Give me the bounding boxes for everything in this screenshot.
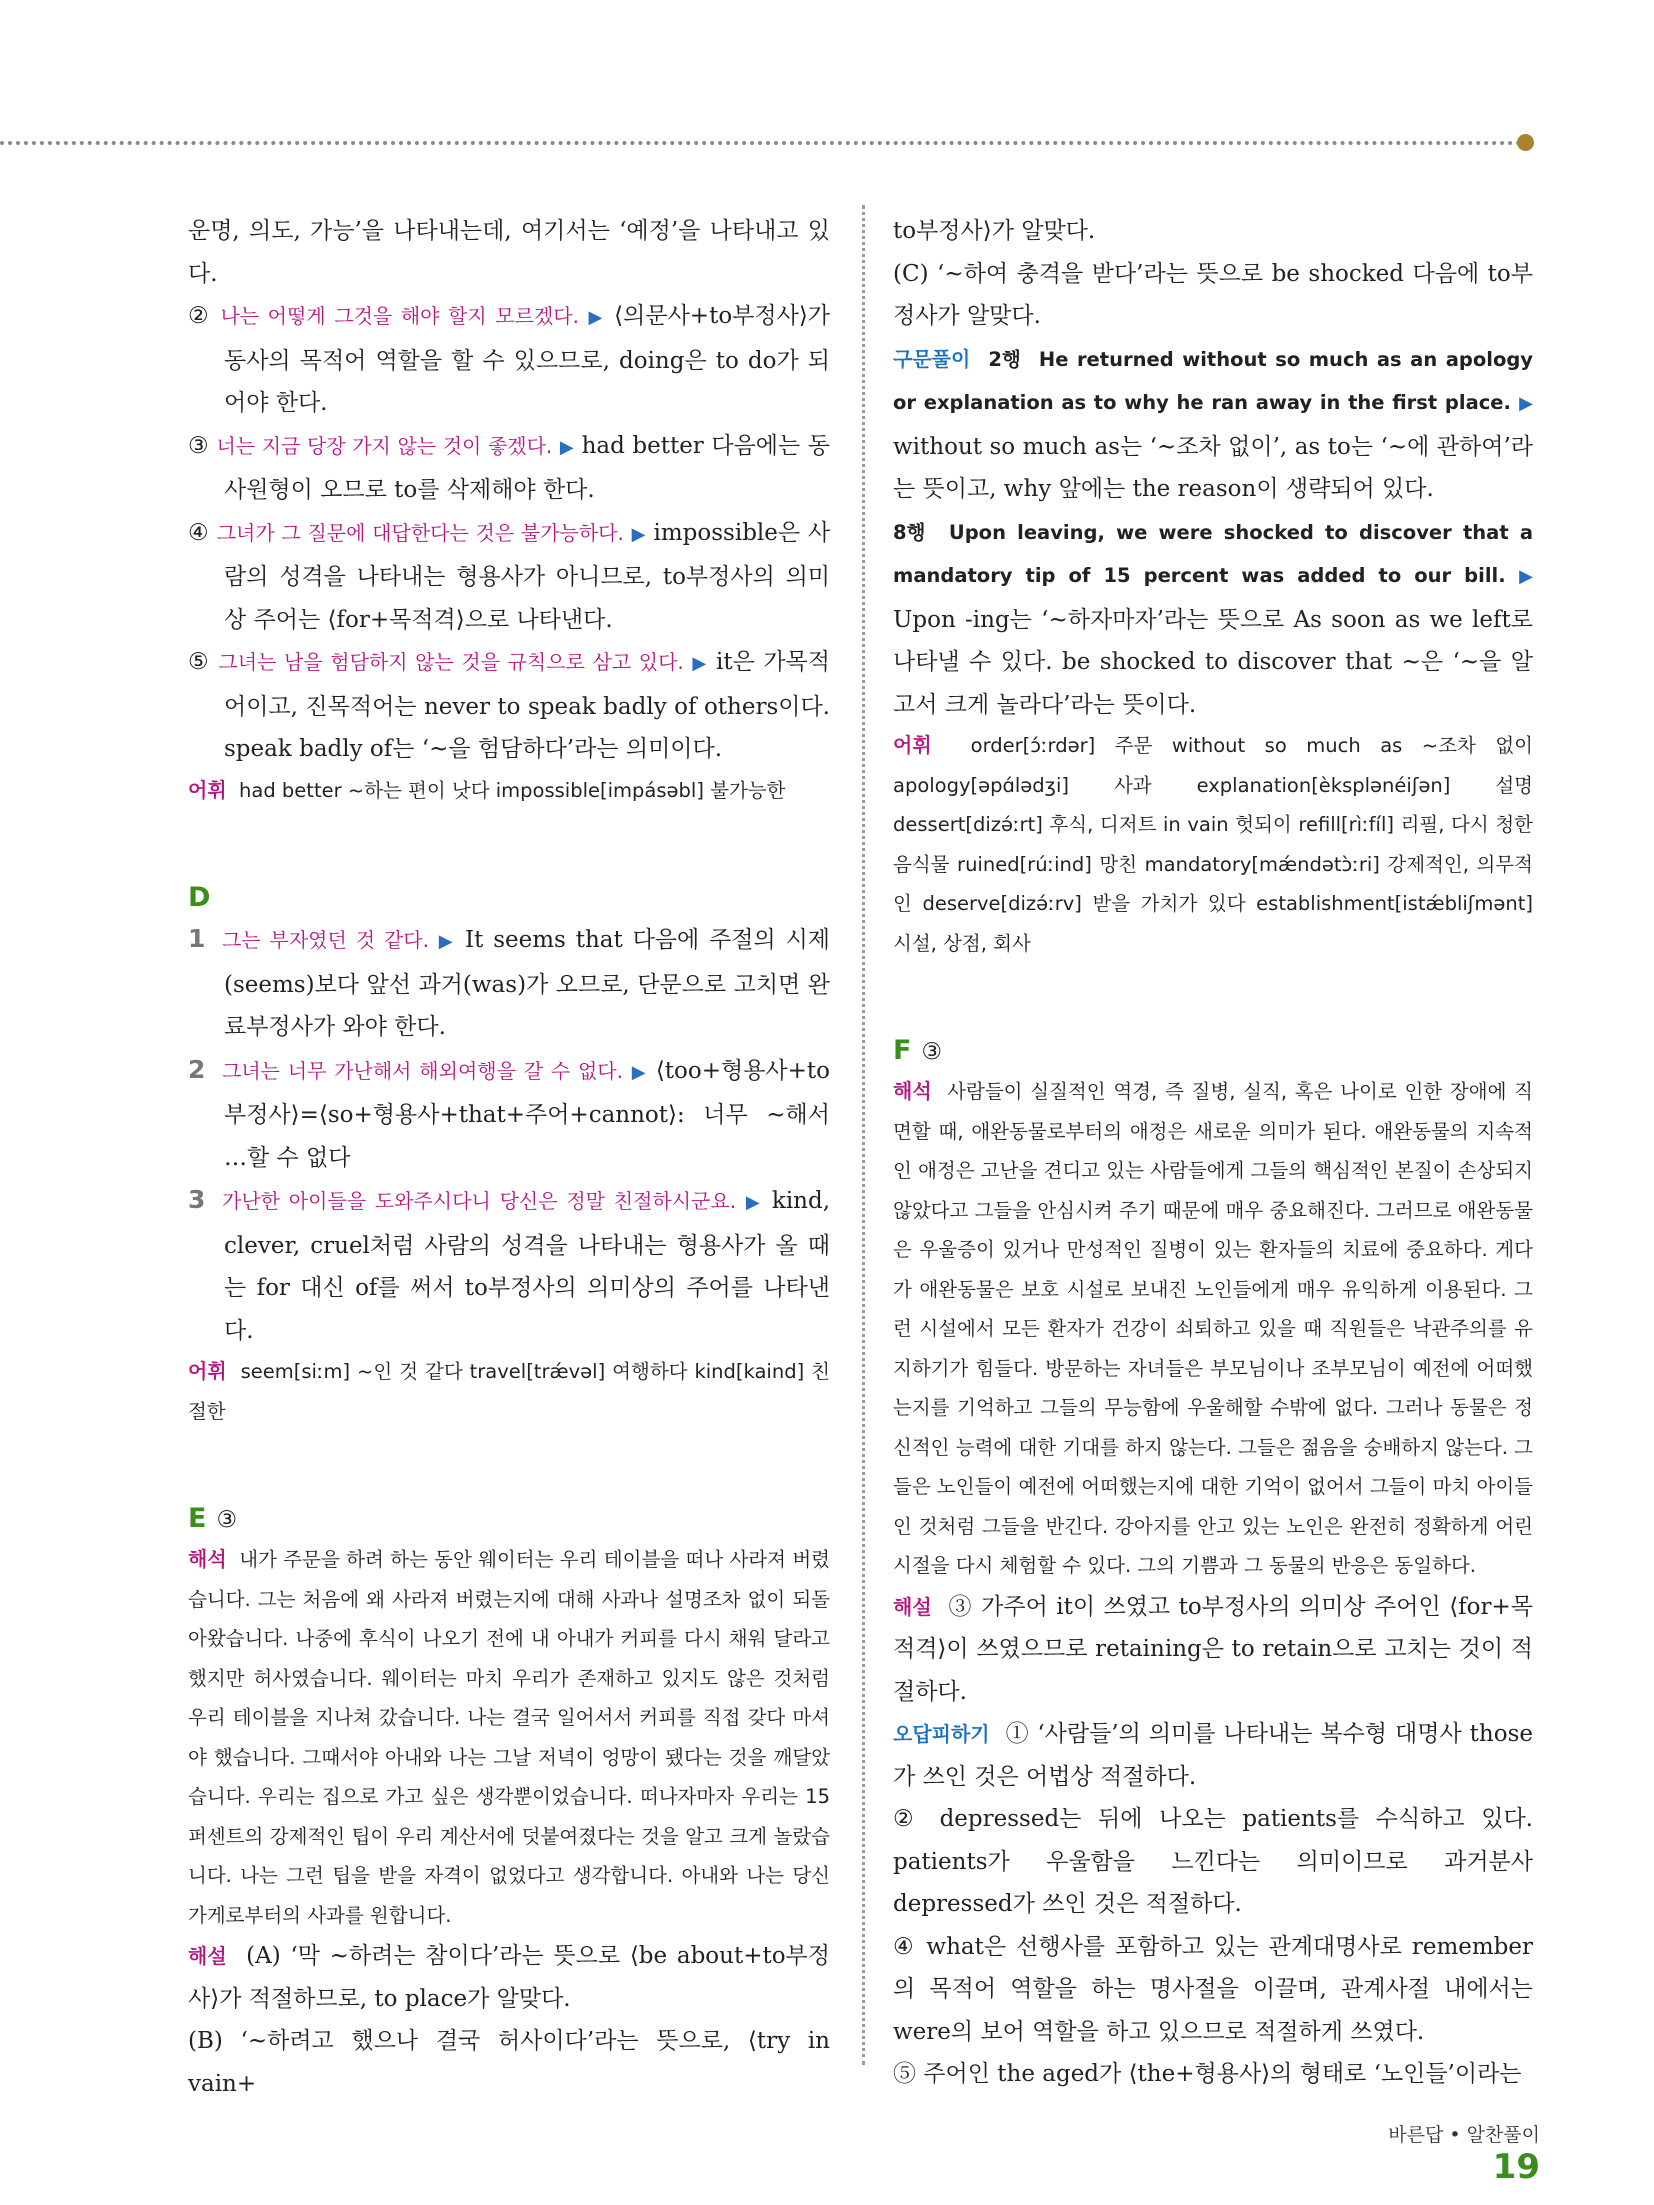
d-vocab-block: 어휘 seem[siːm] ~인 것 같다 travel[trǽvəl] 여행하다 kind[kaind] 친절한: [188, 1359, 830, 1423]
e-explanation-a: 해설 (A) ‘막 ~하려는 참이다’라는 뜻으로 ⟨be about+to부정사⟩가 적절하므로, to place가 알맞다.: [188, 1943, 830, 2012]
section-d-head: D: [188, 882, 211, 913]
section-f-head: F ③: [893, 1035, 943, 1066]
pointer-icon: ▶: [1519, 393, 1533, 414]
e-explanation-c: (C) ‘~하여 충격을 받다’라는 뜻으로 be shocked 다음에 to부정사가 알맞다.: [893, 260, 1533, 329]
pointer-icon: ▶: [438, 931, 456, 952]
pointer-icon: ▶: [588, 307, 605, 328]
spacer: [188, 810, 830, 878]
d-item-2: 2 그녀는 너무 가난해서 해외여행을 갈 수 없다. ▶ ⟨too+형용사+to부정사⟩=⟨so+형용사+that+주어+cannot⟩: 너무 ~해서 …할 수 없다: [188, 1054, 831, 1171]
left-column: [188, 210, 830, 2105]
continued-text-right: to부정사⟩가 알맞다.: [893, 218, 1096, 244]
pointer-icon: ▶: [745, 1192, 763, 1213]
item-5: ⑤ 그녀는 남을 험담하지 않는 것을 규칙으로 삼고 있다. ▶ it은 가목적어이고, 진목적어는 never to speak badly of others이다. speak badly of는 ‘~을 험담하다’라는 의미이다.: [188, 649, 830, 762]
f-wrong-1: 오답피하기 ① ‘사람들’의 의미를 나타내는 복수형 대명사 those가 쓰인 것은 어법상 적절하다.: [893, 1721, 1533, 1790]
top-rule-dot: [1517, 134, 1534, 151]
item-2: ② 나는 어떻게 그것을 해야 할지 모르겠다. ▶ ⟨의문사+to부정사⟩가 동사의 목적어 역할을 할 수 있으므로, doing은 to do가 되어야 한다.: [188, 303, 831, 416]
pointer-icon: ▶: [559, 436, 574, 458]
d-item-3: 3 가난한 아이들을 도와주시다니 당신은 정말 친절하시군요. ▶ kind, clever, cruel처럼 사람의 성격을 나타내는 형용사가 올 때는 for 대신 of를 써서 to부정사의 의미상의 주어를 나타낸다.: [188, 1185, 831, 1344]
f-translation: 해석 사람들이 실질적인 역경, 즉 질병, 실직, 혹은 나이로 인한 장애에 직면할 때, 애완동물로부터의 애정은 새로운 의미가 된다. 애완동물의 지속적인 애정은 고난을 견디고 있는 사람들에게 그들의 핵심적인 본질이 손상되지 않았다고 그들을 안심시켜 주기 때문에 매우 중요해진다. 그러므로 애완동물은 우울증이 있거나 만성적인 질병이 있는 환자들의 치료에 중요하다. 게다가 애완동물은 보호 시설로 보내진 노인들에게 매우 유익하게 이용된다. 그런 시설에서 모든 환자가 건강이 쇠퇴하고 있을 때 직원들은 낙관주의를 유지하기가 힘들다. 방문하는 자녀들은 부모님이나 조부모님이 예전에 어떠했는지를 기억하고 그들의 무능함에 우울해할 수밖에 없다. 그러나 동물은 정신적인 능력에 대한 기대를 하지 않는다. 그들은 젊음을 숭배하지 않는다. 그들은 노인들이 예전에 어떠했는지에 대한 기억이 없어서 그들이 마치 아이들인 것처럼 그들을 반긴다. 강아지를 안고 있는 노인은 완전히 정확하게 어린 시절을 다시 체험할 수 있다. 그의 기쁨과 그 동물의 반응은 동일하다.: [893, 1079, 1533, 1577]
pointer-icon: ▶: [631, 523, 646, 545]
page-footer: [1340, 2120, 1540, 2187]
pointer-icon: ▶: [692, 653, 708, 674]
struct-1: 구문풀이 2행 He returned without so much as an apology or explanation as to why he ran away in the first place. ▶ without so much as는 ‘~조차 없이’, as to는 ‘~에 관하여’라는 뜻이고, why 앞에는 the reason이 생략되어 있다.: [893, 346, 1534, 502]
item-4: ④ 그녀가 그 질문에 대답한다는 것은 불가능하다. ▶ impossible은 사람의 성격을 나타내는 형용사가 아니므로, to부정사의 의미상 주어는 ⟨for+목적격⟩으로 나타낸다.: [188, 519, 831, 633]
f-explanation: 해설 ③ 가주어 it이 쓰였고 to부정사의 의미상 주어인 ⟨for+목적격⟩이 쓰였으므로 retaining은 to retain으로 고치는 것이 적절하다.: [893, 1593, 1534, 1705]
column-divider: [862, 205, 865, 2065]
spacer: [893, 963, 1533, 1031]
f-wrong-2: ② depressed는 뒤에 나오는 patients를 수식하고 있다. patients가 우울함을 느낀다는 의미이므로 과거분사 depressed가 쓰인 것은 적절하다.: [893, 1806, 1533, 1917]
f-wrong-5: ⑤ 주어인 the aged가 ⟨the+형용사⟩의 형태로 ‘노인들’이라는: [893, 2061, 1522, 2087]
top-dotted-rule: [0, 141, 1522, 145]
item-3: ③ 너는 지금 당장 가지 않는 것이 좋겠다. ▶ had better 다음에는 동사원형이 오므로 to를 삭제해야 한다.: [188, 432, 831, 503]
continued-text: 운명, 의도, 가능’을 나타내는데, 여기서는 ‘예정’을 나타내고 있다.: [188, 218, 830, 287]
e-translation: 해석 내가 주문을 하려 하는 동안 웨이터는 우리 테이블을 떠나 사라져 버렸습니다. 그는 처음에 왜 사라져 버렸는지에 대해 사과나 설명조차 없이 되돌아왔습니다. 나중에 후식이 나오기 전에 내 아내가 커피를 다시 채워 달라고 했지만 허사였습니다. 웨이터는 마치 우리가 존재하고 있지도 않은 것처럼 우리 테이블을 지나쳐 갔습니다. 나는 결국 일어서서 커피를 직접 갖다 마셔야 했습니다. 그때서야 아내와 나는 그날 저녁이 엉망이 됐다는 것을 깨달았습니다. 우리는 집으로 가고 싶은 생각뿐이었습니다. 떠나자마자 우리는 15퍼센트의 강제적인 팁이 우리 계산서에 덧붙여졌다는 것을 알고 크게 놀랐습니다. 나는 그런 팁을 받을 자격이 없었다고 생각합니다. 아내와 나는 당신 가게로부터의 사과를 원합니다.: [188, 1547, 830, 1927]
page-number: 19: [1492, 2147, 1540, 2187]
section-e-head: E ③: [188, 1503, 238, 1534]
pointer-icon: ▶: [1519, 566, 1534, 587]
pointer-icon: ▶: [631, 1061, 648, 1083]
footer-text: 바른답 • 알찬풀이: [1388, 2124, 1540, 2146]
vocab-block: 어휘 had better ~하는 편이 낫다 impossible[impásəbl] 불가능한: [188, 777, 786, 802]
spacer: [188, 1431, 830, 1499]
f-wrong-4: ④ what은 선행사를 포함하고 있는 관계대명사로 remember의 목적어 역할을 하는 명사절을 이끌며, 관계사절 내에서는 were의 보어 역할을 하고 있으므로 적절하게 쓰였다.: [893, 1933, 1533, 2045]
struct-2: 8행 Upon leaving, we were shocked to discover that a mandatory tip of 15 percent was added to our bill. ▶ Upon -ing는 ‘~하자마자’라는 뜻으로 As soon as we left로 나타낼 수 있다. be shocked to discover that ~은 ‘~을 알고서 크게 놀라다’라는 뜻이다.: [893, 520, 1534, 718]
right-column: [893, 210, 1533, 2096]
d-item-1: 1 그는 부자였던 것 같다. ▶ It seems that 다음에 주절의 시제(seems)보다 앞선 과거(was)가 오므로, 단문으로 고치면 완료부정사가 와야 한다.: [188, 924, 831, 1040]
right-vocab-block: 어휘 order[ɔ́ːrdər] 주문 without so much as ~조차 없이 apology[əpɑ́lədʒi] 사과 explanation[èksplənéiʃən] 설명 dessert[dizə́ːrt] 후식, 디저트 in vain 헛되이 refill[rìːfíl] 리필, 다시 청한 음식물 ruined[rúːind] 망친 mandatory[mǽndətɔ̀ːri] 강제적인, 의무적인 deserve[dizə́ːrv] 받을 가치가 있다 establishment[istǽbliʃmənt] 시설, 상점, 회사: [893, 733, 1533, 955]
e-explanation-b: (B) ‘~하려고 했으나 결국 허사이다’라는 뜻으로, ⟨try in vain+: [188, 2028, 830, 2097]
